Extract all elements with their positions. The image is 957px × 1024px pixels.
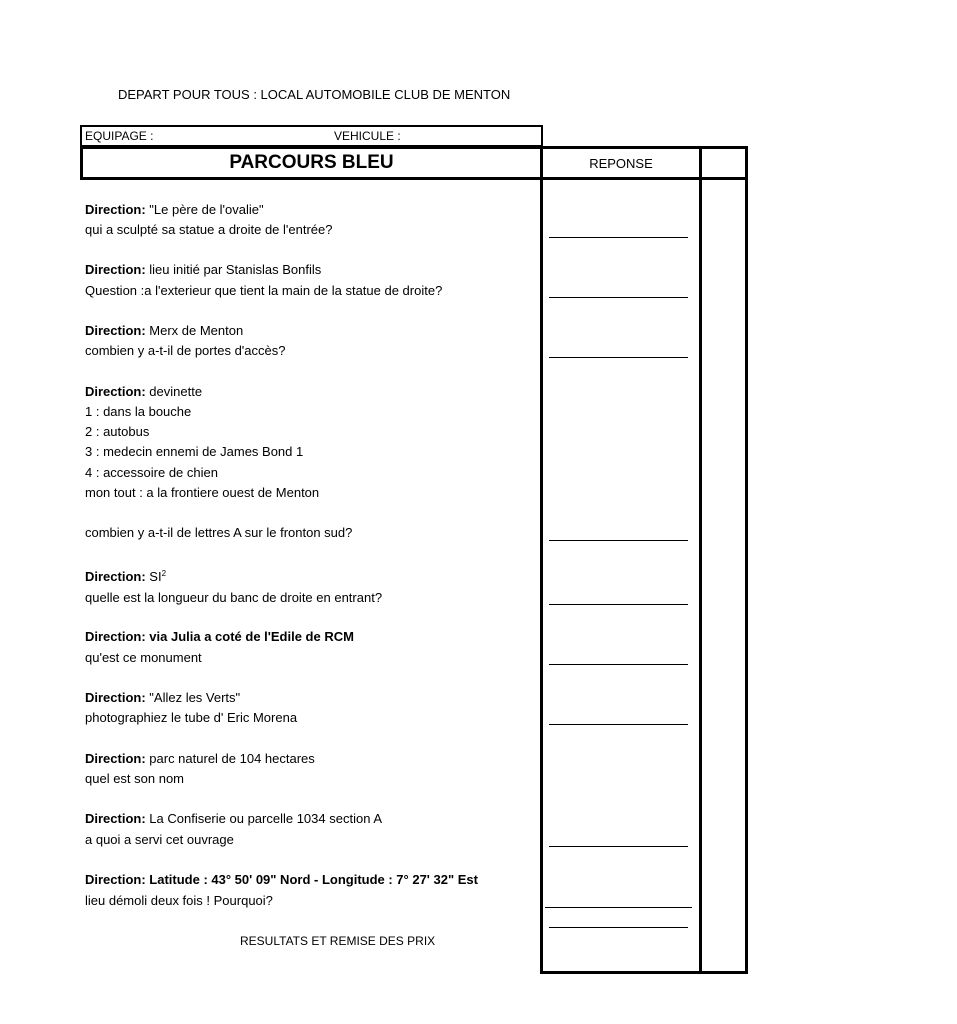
question-7-direction: Direction: "Allez les Verts"	[85, 690, 241, 705]
answer-line-2[interactable]	[549, 297, 688, 298]
equipage-label: EQUIPAGE :	[85, 129, 154, 143]
question-1-text: qui a sculpté sa statue a droite de l'entrée?	[85, 222, 333, 237]
footer-text: RESULTATS ET REMISE DES PRIX	[240, 934, 436, 948]
question-10-text: lieu démoli deux fois ! Pourquoi?	[85, 893, 273, 908]
answer-line-7[interactable]	[549, 724, 688, 725]
question-2-direction: Direction: lieu initié par Stanislas Bonfils	[85, 262, 322, 277]
check-column	[699, 146, 748, 974]
answer-line-5[interactable]	[549, 604, 688, 605]
question-3-direction: Direction: Merx de Menton	[85, 323, 244, 338]
departure-text: DEPART POUR TOUS : LOCAL AUTOMOBILE CLUB DE MENTON	[118, 87, 511, 102]
question-4-line-5: mon tout : a la frontiere ouest de Menton	[85, 485, 320, 500]
question-4-line-7: combien y a-t-il de lettres A sur le fronton sud?	[85, 525, 353, 540]
answer-line-10a[interactable]	[545, 907, 692, 908]
question-4-direction: Direction: devinette	[85, 384, 203, 399]
reponse-label: REPONSE	[589, 156, 653, 171]
answer-line-4[interactable]	[549, 540, 688, 541]
question-4-line-2: 2 : autobus	[85, 424, 150, 439]
reponse-header-divider	[540, 177, 748, 180]
question-1-direction: Direction: "Le père de l'ovalie"	[85, 202, 264, 217]
question-8-text: quel est son nom	[85, 771, 185, 786]
answer-line-3[interactable]	[549, 357, 688, 358]
question-9-text: a quoi a servi cet ouvrage	[85, 832, 234, 847]
page-title: PARCOURS BLEU	[229, 152, 394, 173]
question-2-text: Question :a l'exterieur que tient la main de la statue de droite?	[85, 283, 443, 298]
question-7-text: photographiez le tube d' Eric Morena	[85, 710, 298, 725]
question-9-direction: Direction: La Confiserie ou parcelle 1034 section A	[85, 811, 382, 826]
answer-line-1[interactable]	[549, 237, 688, 238]
answer-line-10b[interactable]	[549, 927, 688, 928]
answer-line-9[interactable]	[549, 846, 688, 847]
question-6-direction: Direction: via Julia a coté de l'Edile de RCM	[85, 629, 354, 644]
question-5-direction: Direction: $SI^2$	[85, 569, 167, 584]
question-6-text: qu'est ce monument	[85, 650, 202, 665]
question-4-line-4: 4 : accessoire de chien	[85, 465, 218, 480]
question-4-line-3: 3 : medecin ennemi de James Bond 1	[85, 444, 304, 459]
question-3-text: combien y a-t-il de portes d'accès?	[85, 343, 286, 358]
question-10-direction: Direction: Latitude : 43° 50' 09" Nord - Longitude : 7° 27' 32" Est	[85, 872, 478, 887]
question-5-text: quelle est la longueur du banc de droite en entrant?	[85, 590, 383, 605]
reponse-column	[540, 146, 702, 974]
vehicule-label: VEHICULE :	[334, 129, 401, 143]
question-4-line-1: 1 : dans la bouche	[85, 404, 192, 419]
question-8-direction: Direction: parc naturel de 104 hectares	[85, 751, 315, 766]
answer-line-6[interactable]	[549, 664, 688, 665]
